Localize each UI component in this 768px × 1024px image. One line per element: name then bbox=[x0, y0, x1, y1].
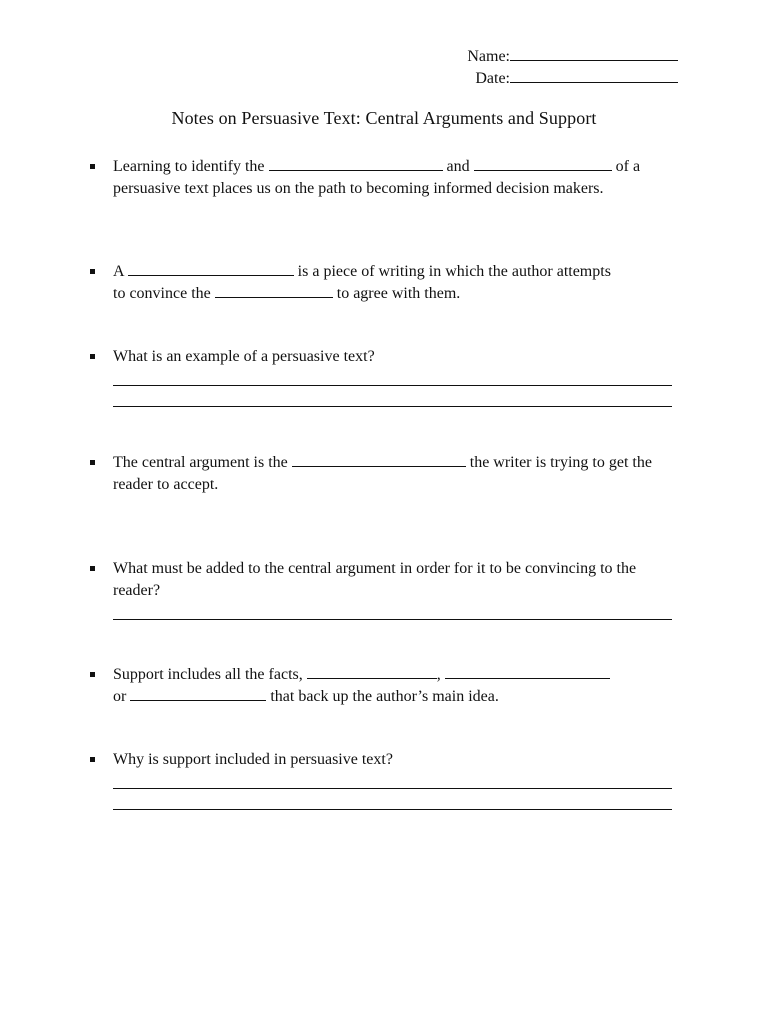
date-label: Date: bbox=[475, 70, 510, 87]
list-item bbox=[90, 346, 675, 368]
answer-line[interactable] bbox=[113, 406, 672, 407]
answer-line[interactable] bbox=[113, 788, 672, 789]
fill-blank[interactable] bbox=[474, 156, 612, 171]
item-text: The central argument is the bbox=[113, 454, 288, 471]
answer-line[interactable] bbox=[113, 619, 672, 620]
answer-line[interactable] bbox=[113, 809, 672, 810]
list-item bbox=[90, 156, 675, 199]
bullet-icon bbox=[90, 672, 95, 677]
list-item bbox=[90, 558, 675, 601]
bullet-icon bbox=[90, 269, 95, 274]
item-text: Learning to identify the bbox=[113, 158, 265, 175]
name-label: Name: bbox=[467, 48, 510, 65]
item-text: What is an example of a persuasive text? bbox=[113, 348, 375, 365]
item-text: or bbox=[113, 687, 127, 705]
answer-line[interactable] bbox=[113, 385, 672, 386]
item-text: that back up the author’s main idea. bbox=[270, 687, 499, 705]
item-text: to convince the bbox=[113, 284, 211, 302]
bullet-icon bbox=[90, 164, 95, 169]
page-title: Notes on Persuasive Text: Central Arguments and Support bbox=[171, 108, 597, 128]
item-text: , bbox=[436, 666, 441, 683]
bullet-icon bbox=[90, 757, 95, 762]
list-item bbox=[90, 749, 675, 771]
item-text: is a piece of writing in which the author attempts bbox=[297, 263, 611, 280]
list-item bbox=[90, 452, 675, 495]
item-text: of a persuasive text places us on the path to becoming informed decision makers. bbox=[113, 158, 641, 197]
date-line bbox=[475, 69, 678, 88]
date-blank[interactable] bbox=[510, 69, 678, 83]
fill-blank[interactable] bbox=[215, 283, 333, 298]
fill-blank[interactable] bbox=[445, 664, 610, 679]
item-text: A bbox=[113, 263, 124, 280]
item-text: What must be added to the central argument in order for it to be convincing to the reader? bbox=[113, 560, 637, 599]
item-text: to agree with them. bbox=[336, 284, 461, 302]
item-text: the writer is trying to get the reader to accept. bbox=[113, 454, 652, 493]
item-text: Support includes all the facts, bbox=[113, 666, 303, 683]
fill-blank[interactable] bbox=[292, 452, 466, 467]
list-item bbox=[90, 261, 675, 304]
bullet-icon bbox=[90, 566, 95, 571]
bullet-icon bbox=[90, 354, 95, 359]
name-blank[interactable] bbox=[510, 47, 678, 61]
item-text: Why is support included in persuasive text? bbox=[113, 751, 393, 768]
list-item bbox=[90, 664, 675, 707]
bullet-icon bbox=[90, 460, 95, 465]
fill-blank[interactable] bbox=[130, 686, 266, 701]
fill-blank[interactable] bbox=[307, 664, 437, 679]
fill-blank[interactable] bbox=[269, 156, 443, 171]
name-line bbox=[467, 47, 678, 66]
fill-blank[interactable] bbox=[128, 261, 294, 276]
item-text: and bbox=[446, 158, 470, 175]
